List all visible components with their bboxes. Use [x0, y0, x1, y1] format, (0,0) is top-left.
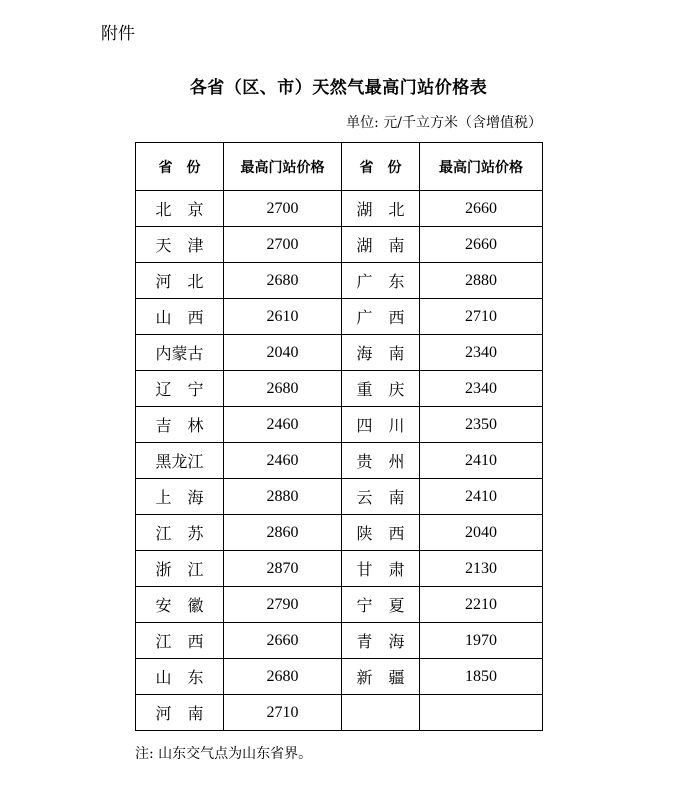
price-cell: 2040	[420, 515, 543, 551]
table-row	[136, 227, 543, 263]
price-cell: 2870	[224, 551, 342, 587]
price-cell: 2700	[224, 227, 342, 263]
table-row	[136, 551, 543, 587]
price-cell: 2340	[420, 371, 543, 407]
province-cell: 广 东	[342, 263, 420, 299]
table-row	[136, 443, 543, 479]
price-cell: 2210	[420, 587, 543, 623]
province-cell: 云 南	[342, 479, 420, 515]
province-cell: 重 庆	[342, 371, 420, 407]
table-row	[136, 479, 543, 515]
table-row	[136, 659, 543, 695]
document-title: 各省（区、市）天然气最高门站价格表	[189, 78, 488, 98]
province-cell: 海 南	[342, 335, 420, 371]
price-cell: 2710	[420, 299, 543, 335]
province-cell: 山 东	[136, 659, 224, 695]
price-cell: 2880	[224, 479, 342, 515]
price-cell: 2700	[224, 191, 342, 227]
table-row	[136, 263, 543, 299]
province-cell: 浙 江	[136, 551, 224, 587]
price-cell: 2130	[420, 551, 543, 587]
province-cell: 四 川	[342, 407, 420, 443]
price-cell: 2460	[224, 443, 342, 479]
price-cell: 1970	[420, 623, 543, 659]
province-cell: 新 疆	[342, 659, 420, 695]
header-province-left: 省 份	[136, 143, 224, 191]
table-header-row	[136, 143, 543, 191]
province-cell: 湖 北	[342, 191, 420, 227]
province-cell: 青 海	[342, 623, 420, 659]
province-cell: 甘 肃	[342, 551, 420, 587]
price-cell: 2460	[224, 407, 342, 443]
price-cell: 2680	[224, 371, 342, 407]
price-table	[135, 142, 543, 731]
table-row	[136, 299, 543, 335]
price-cell: 2660	[224, 623, 342, 659]
header-price-left: 最高门站价格	[224, 143, 342, 191]
province-cell: 河 南	[136, 695, 224, 731]
price-cell: 2610	[224, 299, 342, 335]
province-cell: 江 西	[136, 623, 224, 659]
price-cell: 2340	[420, 335, 543, 371]
attachment-label: 附件	[101, 24, 135, 44]
table-row	[136, 623, 543, 659]
footnote: 注: 山东交气点为山东省界。	[135, 746, 313, 762]
table-row	[136, 407, 543, 443]
province-cell: 广 西	[342, 299, 420, 335]
header-province-right: 省 份	[342, 143, 420, 191]
province-cell: 北 京	[136, 191, 224, 227]
price-cell: 2040	[224, 335, 342, 371]
province-cell: 山 西	[136, 299, 224, 335]
province-cell	[342, 695, 420, 731]
province-cell: 安 徽	[136, 587, 224, 623]
table-row	[136, 695, 543, 731]
price-cell: 2410	[420, 443, 543, 479]
table-row	[136, 191, 543, 227]
province-cell: 江 苏	[136, 515, 224, 551]
province-cell: 吉 林	[136, 407, 224, 443]
price-cell: 2680	[224, 659, 342, 695]
price-cell: 2660	[420, 227, 543, 263]
price-cell	[420, 695, 543, 731]
province-cell: 河 北	[136, 263, 224, 299]
table-row	[136, 515, 543, 551]
province-cell: 天 津	[136, 227, 224, 263]
province-cell: 陕 西	[342, 515, 420, 551]
price-cell: 2680	[224, 263, 342, 299]
province-cell: 上 海	[136, 479, 224, 515]
price-cell: 2860	[224, 515, 342, 551]
province-cell: 内蒙古	[136, 335, 224, 371]
province-cell: 贵 州	[342, 443, 420, 479]
price-cell: 2790	[224, 587, 342, 623]
price-cell: 2710	[224, 695, 342, 731]
province-cell: 湖 南	[342, 227, 420, 263]
province-cell: 宁 夏	[342, 587, 420, 623]
unit-label: 单位: 元/千立方米（含增值税）	[346, 115, 542, 131]
price-cell: 1850	[420, 659, 543, 695]
table-row	[136, 587, 543, 623]
header-price-right: 最高门站价格	[420, 143, 543, 191]
province-cell: 辽 宁	[136, 371, 224, 407]
province-cell: 黑龙江	[136, 443, 224, 479]
price-cell: 2880	[420, 263, 543, 299]
table-row	[136, 335, 543, 371]
price-cell: 2660	[420, 191, 543, 227]
table-row	[136, 371, 543, 407]
price-cell: 2350	[420, 407, 543, 443]
price-cell: 2410	[420, 479, 543, 515]
